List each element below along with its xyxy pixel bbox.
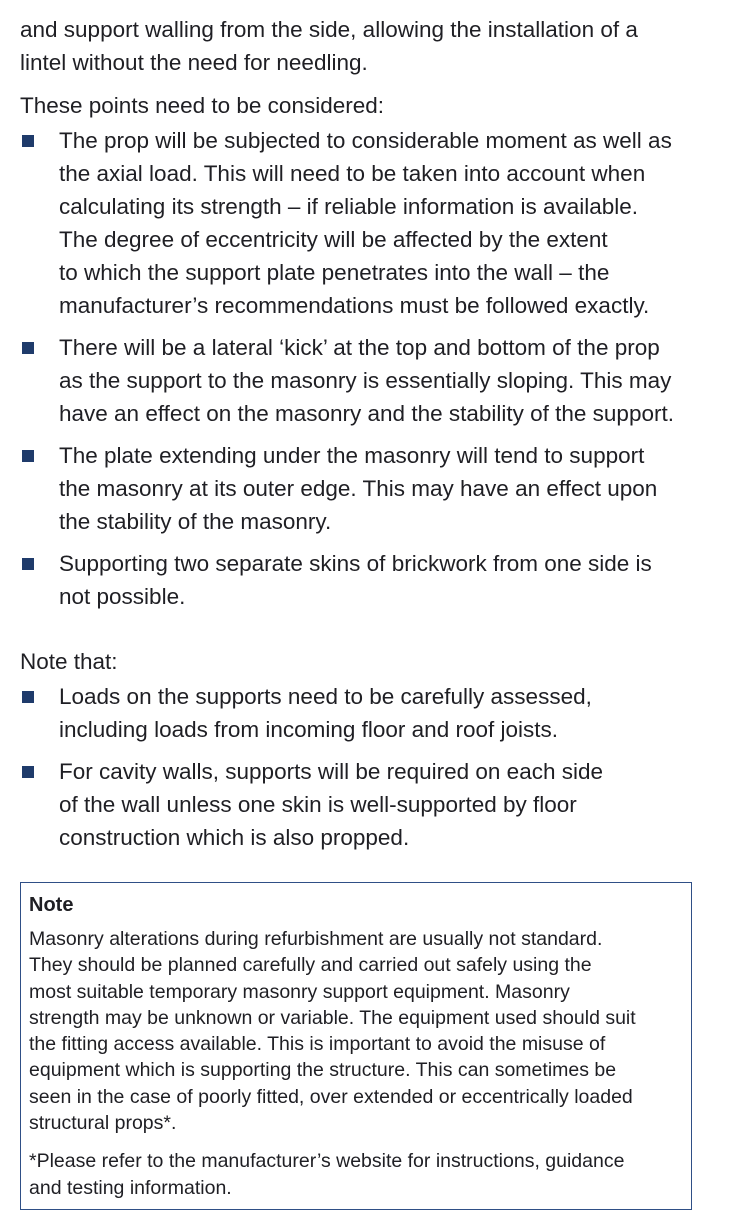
list-item-line: There will be a lateral ‘kick’ at the top and bottom of the prop — [59, 335, 660, 360]
list-item — [20, 439, 710, 538]
note-box-line: Masonry alterations during refurbishment are usually not standard. — [29, 928, 603, 950]
square-bullet-icon — [22, 135, 34, 147]
list-item-line: For cavity walls, supports will be required on each side — [59, 759, 603, 784]
square-bullet-icon — [22, 558, 34, 570]
note-box-footnote — [29, 1148, 683, 1201]
note-box-line: equipment which is supporting the structure. This can sometimes be — [29, 1059, 617, 1082]
intro-line: lintel without the need for needling. — [20, 50, 368, 75]
list-item — [20, 547, 710, 613]
list-item-line: The plate extending under the masonry will tend to support — [59, 443, 645, 468]
list-item-line: Loads on the supports need to be carefully assessed, — [59, 684, 592, 709]
list-item-line: to which the support plate penetrates into the wall – the — [59, 260, 610, 285]
note-that-lead: Note that: — [20, 649, 118, 674]
list-item — [20, 755, 710, 854]
note-that-list — [20, 680, 710, 854]
note-box-title: Note — [29, 894, 74, 916]
list-item-line: including loads from incoming floor and roof joists. — [59, 717, 558, 742]
note-box-line: They should be planned carefully and carried out safely using the — [29, 954, 592, 977]
square-bullet-icon — [22, 766, 34, 778]
list-item-line: of the wall unless one skin is well-supported by floor — [59, 792, 577, 817]
considerations-list — [20, 124, 710, 613]
intro-paragraph — [20, 13, 710, 79]
list-item-line: not possible. — [59, 584, 186, 609]
intro-line: and support walling from the side, allowing the installation of a — [20, 17, 638, 42]
considerations-lead: These points need to be considered: — [20, 93, 384, 118]
list-item-line: construction which is also propped. — [59, 825, 410, 850]
list-item-line: the masonry at its outer edge. This may have an effect upon — [59, 476, 658, 501]
note-box-footnote-line: and testing information. — [29, 1176, 232, 1199]
note-box-line: seen in the case of poorly fitted, over extended or eccentrically loaded — [29, 1085, 633, 1108]
list-item-line: the axial load. This will need to be taken into account when — [59, 161, 646, 186]
note-box-footnote-line: *Please refer to the manufacturer’s website for instructions, guidance — [29, 1150, 625, 1173]
note-box — [20, 882, 692, 1210]
square-bullet-icon — [22, 342, 34, 354]
list-item-line: manufacturer’s recommendations must be followed exactly. — [59, 293, 650, 318]
list-item — [20, 124, 710, 322]
list-item — [20, 331, 710, 430]
list-item — [20, 680, 710, 746]
list-item-line: Supporting two separate skins of brickwork from one side is — [59, 551, 652, 576]
note-box-line: the fitting access available. This is important to avoid the misuse of — [29, 1033, 606, 1056]
list-item-line: the stability of the masonry. — [59, 509, 332, 534]
square-bullet-icon — [22, 691, 34, 703]
square-bullet-icon — [22, 450, 34, 462]
list-item-line: calculating its strength – if reliable information is available. — [59, 194, 639, 219]
note-box-line: strength may be unknown or variable. The equipment used should suit — [29, 1006, 636, 1029]
note-box-body — [29, 926, 683, 1136]
list-item-line: as the support to the masonry is essentially sloping. This may — [59, 368, 672, 393]
note-box-line: structural props*. — [29, 1112, 177, 1135]
note-box-line: most suitable temporary masonry support equipment. Masonry — [29, 980, 570, 1003]
list-item-line: The prop will be subjected to considerable moment as well as — [59, 128, 672, 153]
document-page — [20, 10, 710, 854]
list-item-line: have an effect on the masonry and the stability of the support. — [59, 401, 674, 426]
list-item-line: The degree of eccentricity will be affected by the extent — [59, 227, 608, 252]
